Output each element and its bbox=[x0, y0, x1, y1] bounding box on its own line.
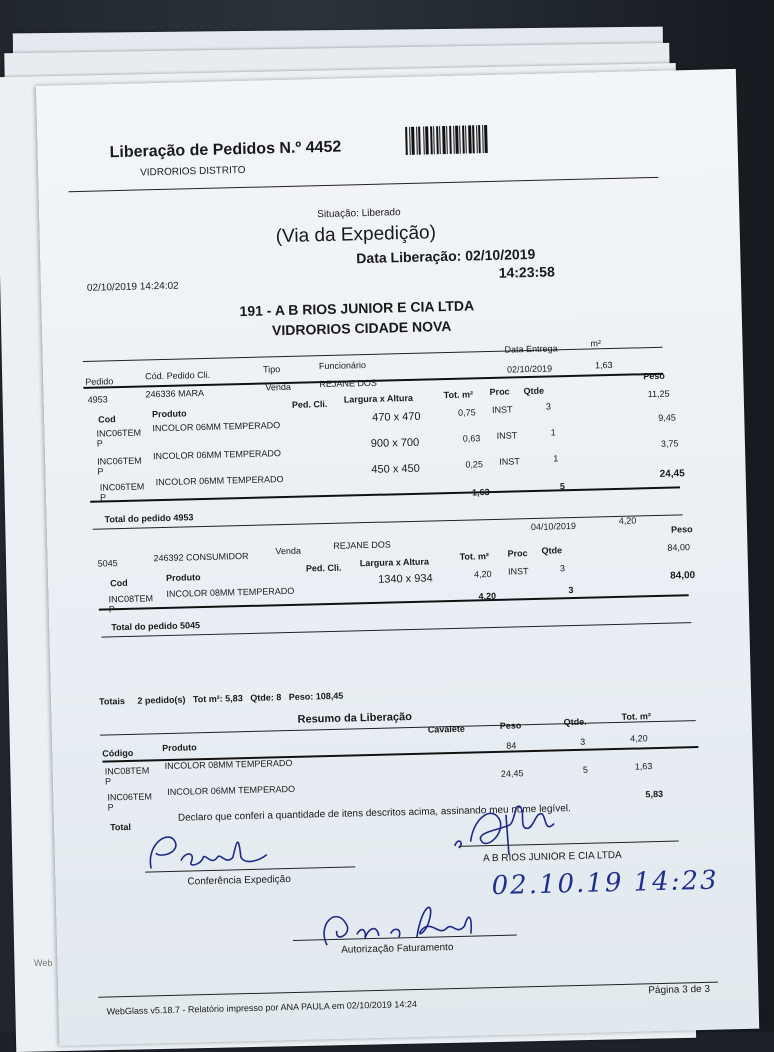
page-number: Página 3 de 3 bbox=[648, 983, 711, 997]
col-qtde: Qtde bbox=[541, 545, 563, 556]
resumo-tot: 4,20 bbox=[630, 733, 648, 744]
col-qtde: Qtde bbox=[523, 385, 545, 397]
order-tipo: Venda bbox=[265, 381, 292, 393]
col-produto: Produto bbox=[151, 408, 187, 420]
col-peso: Peso bbox=[643, 370, 665, 382]
data-liberacao: Data Liberação: 02/10/2019 bbox=[356, 245, 536, 267]
resumo-col-tot-m2: Tot. m² bbox=[621, 711, 652, 722]
issuer-company: VIDRORIOS DISTRITO bbox=[140, 164, 246, 179]
header-divider bbox=[69, 177, 659, 192]
item-produto: INCOLOR 08MM TEMPERADO bbox=[166, 585, 295, 599]
resumo-col-qtde: Qtde. bbox=[563, 716, 587, 728]
client-name: 191 - A B RIOS JUNIOR E CIA LTDA bbox=[239, 297, 475, 320]
item-cod-suffix: P bbox=[97, 466, 104, 477]
behind-sheet-footer: Web bbox=[34, 958, 53, 968]
order-data-entrega: 02/10/2019 bbox=[506, 363, 553, 375]
document-title: Liberação de Pedidos N.º 4452 bbox=[109, 138, 342, 162]
col-ped-cli: Ped. Cli. bbox=[305, 562, 342, 574]
item-cod-suffix: P bbox=[108, 604, 115, 615]
item-cod: INC06TEM bbox=[99, 481, 145, 493]
item-cod: INC06TEM bbox=[97, 455, 142, 467]
table-divider bbox=[83, 347, 663, 362]
item-produto: INCOLOR 06MM TEMPERADO bbox=[152, 420, 281, 434]
resumo-col-codigo: Código bbox=[102, 747, 134, 759]
resumo-qtde: 3 bbox=[580, 736, 586, 747]
resumo-produto: INCOLOR 08MM TEMPERADO bbox=[164, 757, 293, 772]
item-proc: INST bbox=[499, 456, 520, 467]
order-total-peso: 24,45 bbox=[659, 468, 685, 480]
order-total-m2: 4,20 bbox=[478, 590, 497, 602]
order-total-peso: 84,00 bbox=[670, 570, 696, 582]
order-total-divider bbox=[90, 486, 680, 502]
via-expedicao: (Via da Expedição) bbox=[275, 222, 437, 248]
footer-divider bbox=[98, 982, 718, 998]
resumo-title: Resumo da Liberação bbox=[297, 711, 413, 726]
footer-printed-by: WebGlass v5.18.7 - Relatório impresso por ANA PAULA em 02/10/2019 14:24 bbox=[106, 998, 418, 1017]
totais-row: Totais 2 pedido(s) Tot m²: 5,83 Qtde: 8 Peso: 108,45 bbox=[98, 690, 344, 707]
barcode-icon bbox=[405, 125, 488, 155]
item-cod: INC06TEM bbox=[96, 427, 142, 439]
item-dimensoes: 470 x 470 bbox=[372, 410, 421, 424]
item-tot-m2: 0,63 bbox=[462, 433, 481, 444]
order-data-entrega: 04/10/2019 bbox=[530, 520, 577, 533]
item-peso: 9,45 bbox=[658, 412, 676, 423]
col-proc: Proc bbox=[507, 548, 528, 559]
order-total-label: Total do pedido 5045 bbox=[111, 620, 201, 633]
order-pedido: 5045 bbox=[97, 558, 118, 569]
autorizacao-label: Autorização Faturamento bbox=[341, 942, 454, 956]
col-data-entrega: Data Entrega bbox=[504, 343, 558, 355]
order-cod-cli: 246336 MARA bbox=[145, 387, 205, 400]
item-tot-m2: 0,75 bbox=[457, 407, 476, 418]
col-largura-altura: Largura x Altura bbox=[359, 556, 430, 569]
item-tot-m2: 4,20 bbox=[473, 569, 492, 580]
col-largura-altura: Largura x Altura bbox=[343, 392, 414, 405]
hora-liberacao: 14:23:58 bbox=[498, 263, 555, 281]
col-cod-pedido-cli: Cód. Pedido Cli. bbox=[145, 369, 211, 382]
resumo-cod-suffix: P bbox=[107, 802, 114, 813]
item-qtde: 3 bbox=[545, 401, 552, 412]
col-peso: Peso bbox=[670, 524, 693, 535]
resumo-peso: 84 bbox=[506, 740, 517, 751]
col-produto: Produto bbox=[165, 572, 201, 583]
order-pedido: 4953 bbox=[87, 394, 108, 405]
printed-timestamp: 02/10/2019 14:24:02 bbox=[86, 280, 179, 294]
order-m2: 1,63 bbox=[594, 359, 613, 371]
order-m2: 4,20 bbox=[618, 515, 637, 526]
order-cod-cli: 246392 CONSUMIDOR bbox=[153, 550, 249, 564]
resumo-cod-suffix: P bbox=[104, 776, 112, 787]
order-funcionario: REJANE DOS bbox=[319, 377, 377, 390]
item-dimensoes: 1340 x 934 bbox=[378, 572, 433, 586]
item-qtde: 1 bbox=[550, 427, 556, 438]
conferencia-label: Conferência Expedição bbox=[187, 874, 292, 888]
item-tot-m2: 0,25 bbox=[465, 459, 484, 470]
col-cod: Cod bbox=[110, 577, 128, 589]
item-cod: INC08TEM bbox=[108, 593, 154, 605]
item-proc: INST bbox=[496, 430, 518, 441]
resumo-col-produto: Produto bbox=[162, 742, 197, 754]
order-total-qtde: 5 bbox=[559, 481, 566, 492]
situacao-text: Situação: Liberado bbox=[317, 207, 401, 221]
item-peso: 84,00 bbox=[667, 542, 691, 553]
item-qtde: 1 bbox=[553, 453, 559, 464]
order-total-label: Total do pedido 4953 bbox=[104, 512, 194, 525]
order-total-m2: 1,63 bbox=[471, 487, 490, 498]
item-qtde: 3 bbox=[559, 563, 566, 574]
col-funcionario: Funcionário bbox=[318, 360, 367, 372]
col-ped-cli: Ped. Cli. bbox=[291, 398, 328, 410]
declaration-text: Declaro que conferi a quantidade de itens descritos acima, assinando meu nome legível. bbox=[177, 803, 571, 824]
resumo-total-tot: 5,83 bbox=[645, 788, 664, 800]
col-tot-m2: Tot. m² bbox=[459, 551, 490, 562]
col-tipo: Tipo bbox=[262, 364, 281, 375]
order-total-qtde: 3 bbox=[568, 585, 574, 596]
item-produto: INCOLOR 06MM TEMPERADO bbox=[152, 448, 282, 462]
item-produto: INCOLOR 06MM TEMPERADO bbox=[155, 474, 284, 488]
resumo-cod: INC08TEM bbox=[104, 765, 150, 777]
item-dimensoes: 450 x 450 bbox=[371, 462, 420, 476]
order-tipo: Venda bbox=[275, 545, 302, 557]
order-funcionario: REJANE DOS bbox=[333, 539, 391, 551]
item-peso: 3,75 bbox=[660, 438, 679, 449]
item-cod-suffix: P bbox=[96, 438, 103, 449]
resumo-qtde: 5 bbox=[582, 764, 589, 775]
client-signature-label: A B RIOS JUNIOR E CIA LTDA bbox=[482, 849, 622, 865]
col-pedido: Pedido bbox=[85, 376, 114, 387]
resumo-cod: INC06TEM bbox=[107, 791, 153, 803]
col-cod: Cod bbox=[98, 414, 116, 425]
item-cod-suffix: P bbox=[99, 492, 107, 503]
item-dimensoes: 900 x 700 bbox=[370, 436, 420, 450]
resumo-col-peso: Peso bbox=[499, 720, 522, 731]
document-page bbox=[36, 69, 759, 1046]
resumo-total-label: Total bbox=[110, 821, 132, 833]
client-store: VIDRORIOS CIDADE NOVA bbox=[271, 317, 452, 339]
col-proc: Proc bbox=[489, 386, 510, 398]
item-proc: INST bbox=[491, 404, 513, 415]
resumo-col-cavalete: Cavalete bbox=[427, 723, 465, 735]
resumo-tot: 1,63 bbox=[634, 761, 653, 772]
resumo-peso: 24,45 bbox=[500, 768, 524, 779]
item-proc: INST bbox=[507, 566, 529, 577]
col-m2: m² bbox=[590, 338, 602, 349]
item-peso: 11,25 bbox=[647, 388, 670, 400]
col-tot-m2: Tot. m² bbox=[443, 389, 474, 401]
handwritten-date: 02.10.19 14:23 bbox=[491, 865, 719, 902]
resumo-produto: INCOLOR 06MM TEMPERADO bbox=[167, 783, 296, 798]
